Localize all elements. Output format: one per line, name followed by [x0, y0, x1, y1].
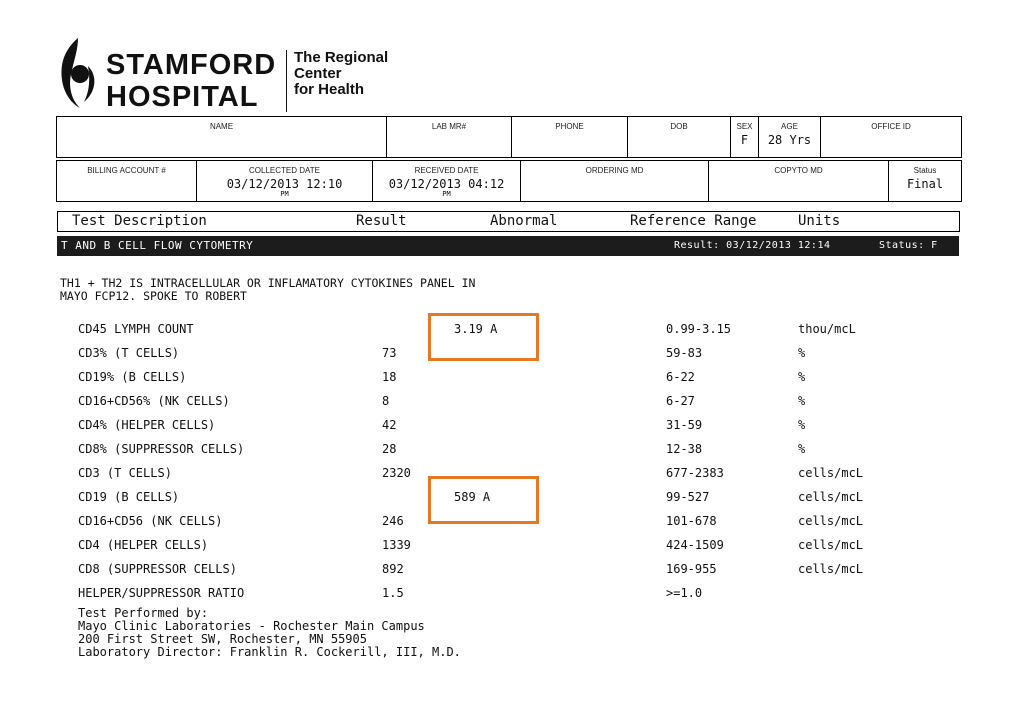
sex-label: SEX: [736, 122, 753, 131]
row-units: %: [798, 394, 806, 408]
panel-status-stamp: Status: F: [879, 240, 938, 251]
row-test-name: CD45 LYMPH COUNT: [78, 322, 194, 336]
row-reference-range: 99-527: [666, 490, 710, 504]
row-units: cells/mcL: [798, 514, 864, 528]
order-info-row: [56, 160, 962, 202]
row-reference-range: 59-83: [666, 346, 703, 360]
laboratory-director: Laboratory Director: Franklin R. Cockerill, III, M.D.: [78, 645, 461, 659]
row-result-value: 1.5: [382, 586, 404, 600]
name-label: NAME: [209, 122, 234, 131]
collected-cell: [197, 161, 373, 201]
hospital-logo-icon: [58, 36, 100, 110]
status-value: Final: [906, 177, 944, 191]
age-cell: [759, 117, 821, 157]
table-row: [0, 370, 1024, 392]
row-units: %: [798, 346, 806, 360]
status-label: Status: [913, 166, 937, 175]
row-units: cells/mcL: [798, 562, 864, 576]
labmr-label: LAB MR#: [431, 122, 467, 131]
row-test-name: CD8% (SUPPRESSOR CELLS): [78, 442, 245, 456]
row-reference-range: 31-59: [666, 418, 703, 432]
row-test-name: CD4% (HELPER CELLS): [78, 418, 216, 432]
phone-cell: [512, 117, 628, 157]
office-label: OFFICE ID: [871, 122, 911, 131]
row-reference-range: 6-22: [666, 370, 695, 384]
ordering-cell: [521, 161, 709, 201]
row-result-value: 18: [382, 370, 397, 384]
received-cell: [373, 161, 521, 201]
row-result-value: 2320: [382, 466, 411, 480]
row-units: cells/mcL: [798, 490, 864, 504]
collected-label: COLLECTED DATE: [249, 166, 320, 175]
row-result-value: 28: [382, 442, 397, 456]
row-reference-range: 424-1509: [666, 538, 724, 552]
row-reference-range: 169-955: [666, 562, 717, 576]
office-cell: [821, 117, 961, 157]
row-result-value: 8: [382, 394, 390, 408]
row-units: %: [798, 370, 806, 384]
ordering-label: ORDERING MD: [585, 166, 644, 175]
received-ampm: PM: [442, 190, 451, 198]
row-test-name: CD19 (B CELLS): [78, 490, 180, 504]
phone-label: PHONE: [555, 122, 584, 131]
logo-wordmark-line1: STAMFORD: [106, 49, 277, 81]
col-reference-range: Reference Range: [630, 213, 757, 229]
row-test-name: CD3% (T CELLS): [78, 346, 180, 360]
row-units: %: [798, 418, 806, 432]
row-test-name: CD16+CD56 (NK CELLS): [78, 514, 223, 528]
name-cell: [57, 117, 387, 157]
billing-cell: [57, 161, 197, 201]
received-label: RECEIVED DATE: [414, 166, 479, 175]
panel-title-band: [57, 236, 959, 256]
age-value: 28 Yrs: [767, 133, 812, 147]
logo-wordmark-line2: HOSPITAL: [106, 81, 259, 113]
logo-tagline-3: for Health: [294, 81, 365, 98]
panel-result-stamp: Result: 03/12/2013 12:14: [674, 240, 831, 251]
collected-ampm: PM: [280, 190, 289, 198]
row-reference-range: >=1.0: [666, 586, 703, 600]
dob-label: DOB: [670, 122, 688, 131]
row-reference-range: 677-2383: [666, 466, 724, 480]
row-test-name: CD3 (T CELLS): [78, 466, 172, 480]
col-units: Units: [798, 213, 841, 229]
row-reference-range: 6-27: [666, 394, 695, 408]
row-test-name: CD16+CD56% (NK CELLS): [78, 394, 230, 408]
performing-lab-address: 200 First Street SW, Rochester, MN 55905: [78, 632, 367, 646]
row-reference-range: 0.99-3.15: [666, 322, 732, 336]
col-abnormal: Abnormal: [490, 213, 558, 229]
row-result-value: 42: [382, 418, 397, 432]
sex-value: F: [740, 133, 749, 147]
column-header-bar: [57, 211, 960, 232]
age-label: AGE: [781, 122, 798, 131]
sex-cell: [731, 117, 759, 157]
labmr-cell: [387, 117, 512, 157]
row-test-name: CD8 (SUPPRESSOR CELLS): [78, 562, 237, 576]
logo-tagline-1: The Regional: [294, 49, 389, 66]
copyto-cell: [709, 161, 889, 201]
row-abnormal-value: 589 A: [454, 490, 491, 504]
table-row: [0, 586, 1024, 608]
row-reference-range: 12-38: [666, 442, 703, 456]
row-units: thou/mcL: [798, 322, 856, 336]
collected-value: 03/12/2013 12:10: [226, 177, 343, 191]
abnormal-highlight-box: [428, 313, 539, 361]
row-reference-range: 101-678: [666, 514, 717, 528]
panel-note-line2: MAYO FCP12. SPOKE TO ROBERT: [60, 289, 247, 303]
hospital-logo: [58, 36, 418, 116]
logo-divider: [286, 50, 287, 112]
received-value: 03/12/2013 04:12: [388, 177, 505, 191]
abnormal-highlight-box: [428, 476, 539, 524]
col-test-description: Test Description: [72, 213, 207, 229]
table-row: [0, 442, 1024, 464]
panel-title: T AND B CELL FLOW CYTOMETRY: [61, 239, 254, 252]
dob-cell: [628, 117, 731, 157]
billing-label: BILLING ACCOUNT #: [87, 166, 166, 175]
table-row: [0, 418, 1024, 440]
row-result-value: 73: [382, 346, 397, 360]
patient-info-row: [56, 116, 962, 158]
row-test-name: CD19% (B CELLS): [78, 370, 187, 384]
col-result: Result: [356, 213, 407, 229]
row-result-value: 1339: [382, 538, 411, 552]
row-units: cells/mcL: [798, 538, 864, 552]
row-test-name: HELPER/SUPPRESSOR RATIO: [78, 586, 245, 600]
table-row: [0, 562, 1024, 584]
table-row: [0, 394, 1024, 416]
row-abnormal-value: 3.19 A: [454, 322, 498, 336]
copyto-label: COPYTO MD: [774, 166, 823, 175]
performed-by-label: Test Performed by:: [78, 606, 209, 620]
row-test-name: CD4 (HELPER CELLS): [78, 538, 209, 552]
row-result-value: 246: [382, 514, 404, 528]
status-cell: [889, 161, 961, 201]
row-result-value: 892: [382, 562, 404, 576]
row-units: %: [798, 442, 806, 456]
row-units: cells/mcL: [798, 466, 864, 480]
logo-tagline-2: Center: [294, 65, 342, 82]
panel-note-line1: TH1 + TH2 IS INTRACELLULAR OR INFLAMATORY CYTOKINES PANEL IN: [60, 276, 476, 290]
table-row: [0, 538, 1024, 560]
performing-lab-name: Mayo Clinic Laboratories - Rochester Main Campus: [78, 619, 425, 633]
